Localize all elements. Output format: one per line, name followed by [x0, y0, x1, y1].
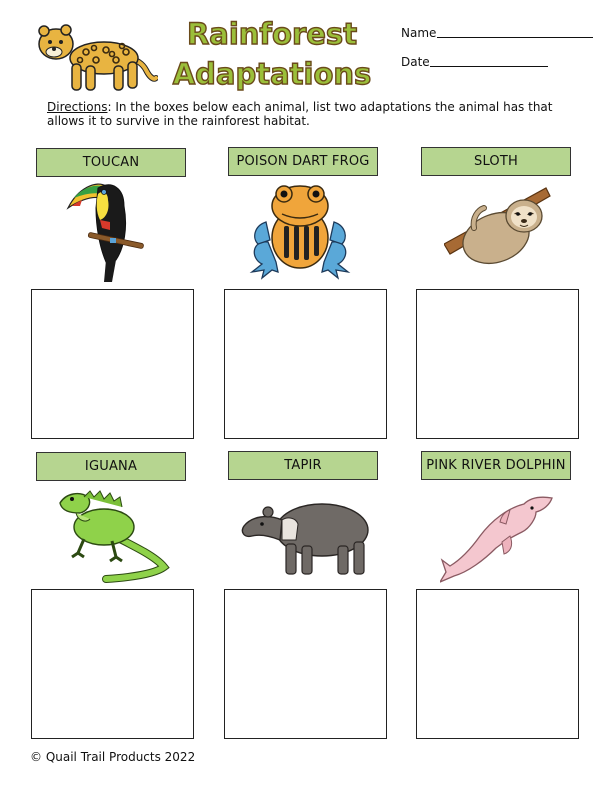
- answer-box-toucan[interactable]: [31, 289, 194, 439]
- jaguar-illustration: [34, 18, 158, 98]
- iguana-illustration: [56, 487, 170, 583]
- toucan-illustration: [66, 178, 146, 284]
- directions-body: : In the boxes below each animal, list two adaptations the animal has that allows it to survive in the rainforest habitat.: [47, 100, 553, 128]
- animal-label-tapir: TAPIR: [228, 451, 378, 480]
- sloth-illustration: [444, 184, 552, 274]
- date-line[interactable]: [430, 66, 548, 67]
- animal-label-toucan: TOUCAN: [36, 148, 186, 177]
- answer-box-pink-river-dolphin[interactable]: [416, 589, 579, 739]
- animal-label-poison-dart-frog: POISON DART FROG: [228, 147, 378, 176]
- animal-label-iguana: IGUANA: [36, 452, 186, 481]
- title-line-1: Rainforest: [186, 17, 358, 51]
- name-label: Name: [401, 26, 437, 40]
- answer-box-iguana[interactable]: [31, 589, 194, 739]
- title-line-2: Adaptations: [172, 57, 372, 91]
- animal-label-sloth: SLOTH: [421, 147, 571, 176]
- page-title: [172, 12, 372, 98]
- answer-box-tapir[interactable]: [224, 589, 387, 739]
- pink-river-dolphin-illustration: [440, 488, 556, 586]
- answer-box-poison-dart-frog[interactable]: [224, 289, 387, 439]
- name-line[interactable]: [437, 37, 593, 38]
- directions-label: Directions: [47, 100, 108, 114]
- animal-label-pink-river-dolphin: PINK RIVER DOLPHIN: [421, 451, 571, 480]
- copyright-footer: © Quail Trail Products 2022: [30, 750, 196, 764]
- answer-box-sloth[interactable]: [416, 289, 579, 439]
- directions-text: [47, 100, 577, 128]
- poison-dart-frog-illustration: [248, 182, 352, 280]
- date-label: Date: [401, 55, 430, 69]
- tapir-illustration: [238, 496, 374, 578]
